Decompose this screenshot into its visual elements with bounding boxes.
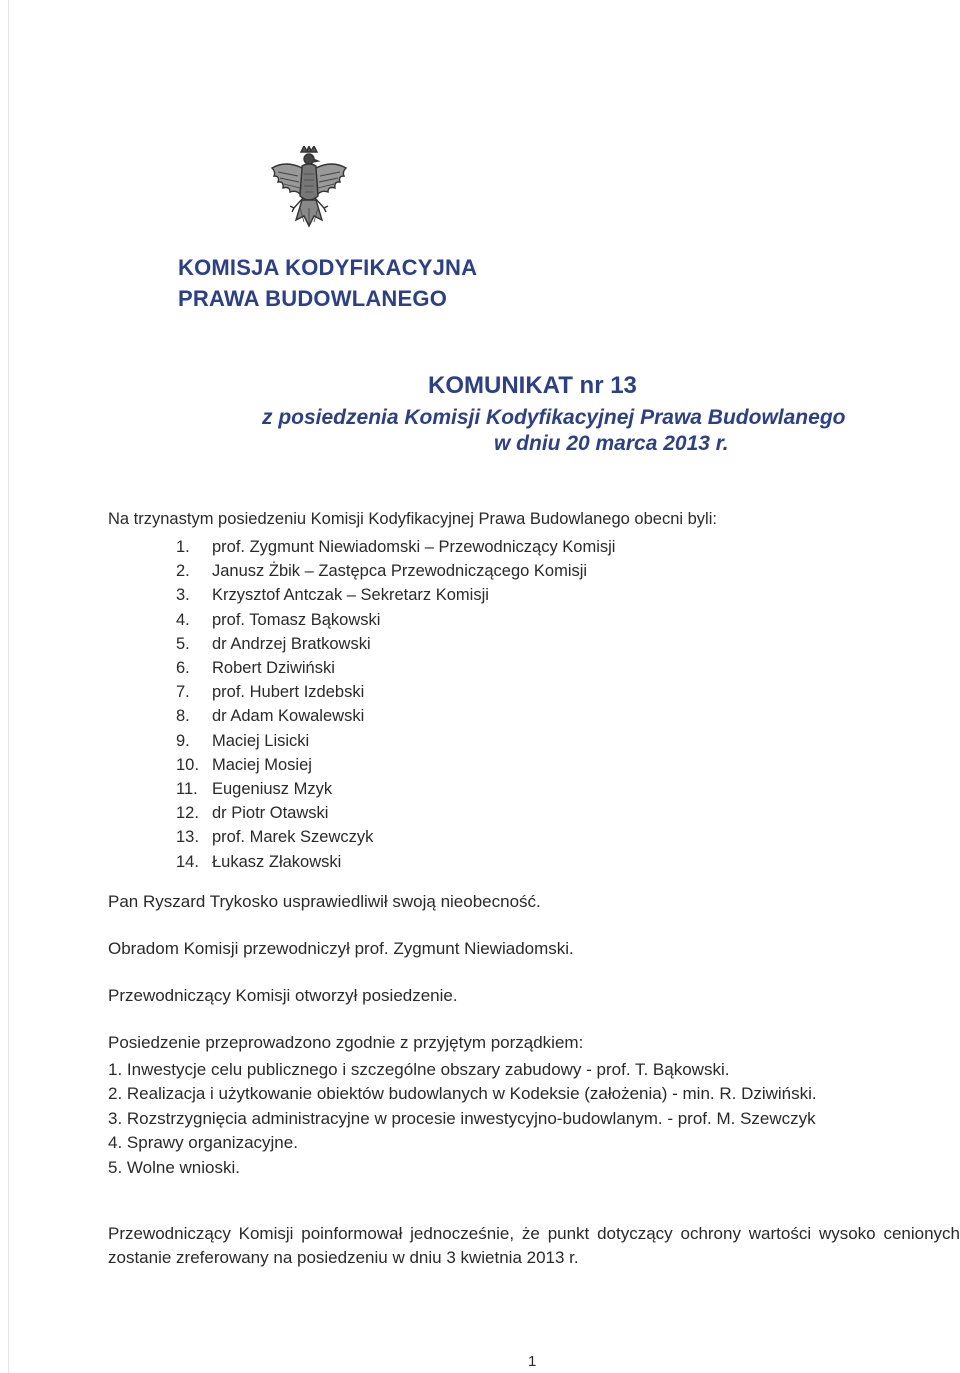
attendee-name: prof. Hubert Izdebski	[212, 683, 365, 702]
attendance-intro: Na trzynastym posiedzeniu Komisji Kodyfikacyjnej Prawa Budowlanego obecni byli:	[108, 510, 717, 528]
attendee-name: dr Adam Kowalewski	[212, 707, 365, 726]
polish-eagle-emblem-icon	[268, 146, 350, 242]
attendee-item: 12. dr Piotr Otawski	[176, 801, 615, 825]
attendee-name: Łukasz Złakowski	[212, 852, 342, 871]
agenda-item: 4. Sprawy organizacyjne.	[108, 1133, 298, 1153]
attendee-item: 5. dr Andrzej Bratkowski	[176, 632, 615, 656]
page-number: 1	[528, 1353, 537, 1370]
attendee-name: Janusz Żbik – Zastępca Przewodniczącego Komisji	[212, 562, 588, 581]
attendee-name: Krzysztof Antczak – Sekretarz Komisji	[212, 586, 489, 605]
agenda-intro: Posiedzenie przeprowadzono zgodnie z przyjętym porządkiem:	[108, 1033, 584, 1052]
attendee-name: prof. Tomasz Bąkowski	[212, 610, 381, 629]
attendee-name: Eugeniusz Mzyk	[212, 780, 333, 799]
attendee-item: 10. Maciej Mosiej	[176, 753, 615, 777]
organization-name-line1: KOMISJA KODYFIKACYJNA	[178, 255, 478, 280]
attendee-item: 11. Eugeniusz Mzyk	[176, 777, 615, 801]
attendee-item: 7. prof. Hubert Izdebski	[176, 680, 615, 704]
absence-note: Pan Ryszard Trykosko usprawiedliwił swoją nieobecność.	[108, 892, 541, 911]
attendee-item: 9. Maciej Lisicki	[176, 729, 615, 753]
attendee-item: 13. prof. Marek Szewczyk	[176, 825, 615, 849]
attendee-name: prof. Marek Szewczyk	[212, 828, 374, 847]
document-date: w dniu 20 marca 2013 r.	[494, 432, 729, 455]
attendee-list	[176, 535, 615, 874]
attendee-name: prof. Zygmunt Niewiadomski – Przewodniczący Komisji	[212, 538, 616, 556]
attendee-item: 2. Janusz Żbik – Zastępca Przewodniczącego Komisji	[176, 559, 615, 583]
attendee-item: 4. prof. Tomasz Bąkowski	[176, 608, 615, 632]
attendee-name: Maciej Mosiej	[212, 755, 312, 774]
attendee-item: 1. prof. Zygmunt Niewiadomski – Przewodniczący Komisji	[176, 535, 615, 559]
attendee-name: dr Piotr Otawski	[212, 804, 329, 823]
attendee-item: 6. Robert Dziwiński	[176, 656, 615, 680]
agenda-list	[108, 1058, 817, 1180]
closing-paragraph: Przewodniczący Komisji poinformował jednocześnie, że punkt dotyczący ochrony wartości wysoko cenionych zostanie zreferowany na posiedzeniu w dniu 3 kwietnia 2013 r.	[108, 1224, 960, 1267]
chair-note: Obradom Komisji przewodniczył prof. Zygmunt Niewiadomski.	[108, 939, 574, 958]
agenda-item: 3. Rozstrzygnięcia administracyjne w procesie inwestycyjno-budowlanym. - prof. M. Szewczyk	[108, 1108, 816, 1128]
agenda-item: 2. Realizacja i użytkowanie obiektów budowlanych w Kodeksie (założenia) - min. R. Dziwiński.	[108, 1084, 817, 1104]
agenda-item: 5. Wolne wnioski.	[108, 1157, 240, 1177]
attendee-name: dr Andrzej Bratkowski	[212, 634, 371, 653]
attendee-item: 8. dr Adam Kowalewski	[176, 704, 615, 728]
organization-name-line2: PRAWA BUDOWLANEGO	[178, 286, 448, 311]
attendee-item: 14. Łukasz Złakowski	[176, 850, 615, 874]
organization-name	[178, 252, 477, 314]
document-title: KOMUNIKAT nr 13	[428, 372, 637, 399]
attendee-name: Robert Dziwiński	[212, 659, 335, 678]
attendee-item: 3. Krzysztof Antczak – Sekretarz Komisji	[176, 583, 615, 607]
opening-note: Przewodniczący Komisji otworzył posiedzenie.	[108, 986, 458, 1005]
agenda-item: 1. Inwestycje celu publicznego i szczególne obszary zabudowy - prof. T. Bąkowski.	[108, 1060, 730, 1079]
attendee-name: Maciej Lisicki	[212, 731, 310, 750]
document-subtitle: z posiedzenia Komisji Kodyfikacyjnej Prawa Budowlanego	[262, 406, 846, 429]
page-edge-line	[8, 0, 9, 1373]
